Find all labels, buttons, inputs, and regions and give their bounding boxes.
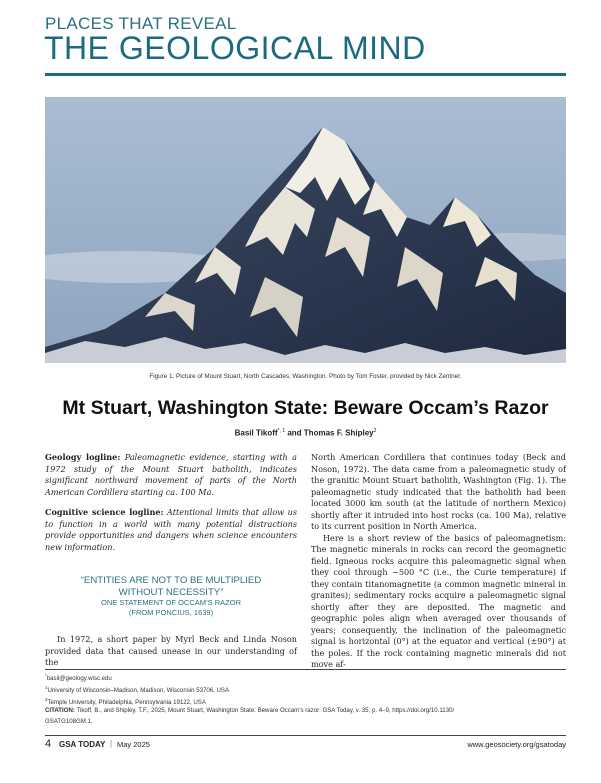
cognitive-logline: [45, 507, 297, 553]
series-kicker: PLACES THAT REVEAL: [45, 14, 237, 33]
affiliation-text: Temple University, Philadelphia, Pennsylvania 19122, USA: [47, 699, 206, 707]
quote-attribution: (FROM PONCIUS, 1639): [128, 608, 214, 617]
footer-rule: [45, 735, 566, 736]
page-number: 4: [45, 738, 52, 750]
citation-text: Tikoff, B., and Shipley, T.F., 2025, Mount Stuart, Washington State: Beware Occam’s razor: GSA Today, v. 35, p. 4–9, https://doi.org/10.1130/: [74, 707, 455, 714]
pull-quote: [45, 575, 297, 618]
mountain-illustration: [45, 97, 566, 363]
citation-continued: GSATG108GM.1.: [45, 718, 93, 725]
journal-name: GSA TODAY: [59, 740, 106, 749]
body-paragraph: In 1972, a short paper by Myrl Beck and Linda Noson provided data that caused unease in our understanding of the: [45, 634, 297, 667]
logline-text: Paleomagnetic evidence, starting with a 1972 study of the Mount Stuart batholith, indicates significant northward movement of parts of the North American Cordillera starting ca. 100 Ma.: [45, 452, 297, 497]
author-name: Basil Tikoff: [234, 428, 278, 438]
quote-attribution: ONE STATEMENT OF OCCAM’S RAZOR: [100, 598, 241, 607]
citation-label: CITATION:: [45, 707, 75, 714]
quote-text: “ENTITIES ARE NOT TO BE MULTIPLIED: [80, 575, 262, 586]
journal-url[interactable]: www.geosociety.org/gsatoday: [467, 740, 566, 749]
author-conjunction: and: [285, 428, 304, 438]
footnote-mark: *: [45, 673, 47, 678]
series-title: THE GEOLOGICAL MIND: [44, 30, 426, 66]
citation: [45, 706, 566, 717]
logline-label: Cognitive science logline:: [45, 507, 164, 517]
author-affiliation-mark: *, 1: [277, 428, 286, 434]
mount-stuart-photo: [45, 97, 566, 363]
footnote-mark: 1: [45, 685, 48, 690]
header-rule: [45, 73, 566, 76]
body-paragraph: North American Cordillera that continues today (Beck and Noson, 1972). The data came from a paleomagnetic study of the granitic Mount Stuart batholith, Washington (Fig. 1). The paleomagnetic study indicated that the batholith had been located 3000 km south (at the latitude of northern Mexico) shortly after it intruded into host rocks (ca. 100 Ma), relative to its current position in North America.: [311, 452, 566, 531]
author-email: basil@geology.wisc.edu: [46, 675, 112, 683]
footer-separator: |: [110, 739, 113, 748]
footnote-mark: 2: [45, 697, 48, 702]
footnote-rule: [45, 669, 566, 670]
geology-logline: [45, 452, 297, 498]
affiliation-text: University of Wisconsin–Madison, Madison, Wisconsin 53706, USA: [47, 687, 230, 695]
author-name: Thomas F. Shipley: [303, 428, 374, 438]
body-paragraph: Here is a short review of the basics of paleomagnetism: The magnetic minerals in rocks can record the geomagnetic field. Igneous rocks acquire this paleomagnetic signal when they cool through ~500 °C (i.e., the Curie temperature) if they contain titanomagnetite (a common magnetic mineral in granites); sedimentary rocks acquire a paleomagnetic signal shortly after they are deposited. The magnetic and geographic poles align when averaged over thousands of years; consequently, the inclination of the paleomagnetic signal is horizontal (0°) at the equator and vertical (±90°) at the poles. If the rock containing magnetic minerals did not move af-: [311, 532, 566, 669]
article-title: Mt Stuart, Washington State: Beware Occam’s Razor: [62, 397, 549, 419]
figure-caption: Figure 1. Picture of Mount Stuart, North Cascades, Washington. Photo by Tom Foster, provided by Nick Zentner.: [149, 373, 462, 380]
logline-label: Geology logline:: [45, 452, 121, 462]
author-affiliation-mark: 2: [373, 428, 377, 434]
right-column: [311, 452, 566, 671]
author-line: [45, 428, 566, 438]
quote-text: WITHOUT NECESSITY”: [118, 586, 224, 598]
issue-date: May 2025: [117, 740, 150, 749]
logline-text: Attentional limits that allow us to function in a world with many potential distractions provide opportunities and dangers when science encounters new information.: [45, 507, 297, 552]
left-column: [45, 452, 297, 669]
